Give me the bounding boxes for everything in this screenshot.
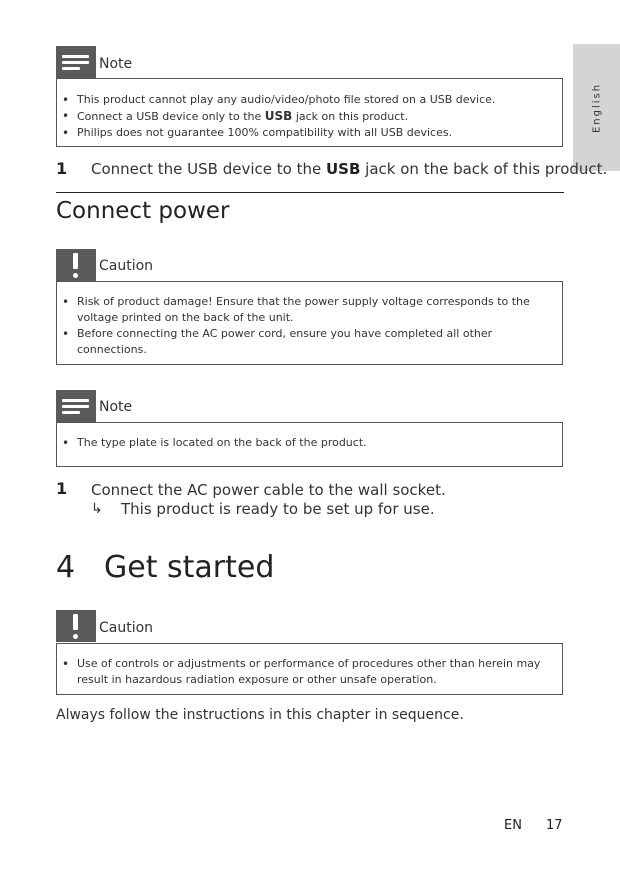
caution-box [56,643,563,695]
list-item: • The type plate is located on the back of the product. [57,435,554,451]
note-icon [56,390,96,422]
footer-lang: EN [504,818,522,833]
step-text [91,160,607,178]
step-text: Connect the AC power cable to the wall socket. [91,481,446,499]
list-item: • Philips does not guarantee 100% compatibility with all USB devices. [57,125,554,141]
step-text-part: Connect the USB device to the [91,160,326,178]
step-result: This product is ready to be set up for use. [121,500,435,518]
caution-icon [56,610,96,642]
chapter-number: 4 [56,550,76,585]
list-item-text: Connect a USB device only to the [77,110,265,123]
step-number: 1 [56,479,68,498]
note-title: Note [99,399,133,415]
note-title: Note [99,56,133,72]
list-item: • Use of controls or adjustments or performance of procedures other than herein may result in hazardous radiation exposure or other unsafe operation. [57,656,552,688]
section-divider [56,192,564,193]
note-box [56,78,563,147]
caution-title: Caution [99,258,154,274]
language-tab [573,44,620,171]
list-item: • Before connecting the AC power cord, ensure you have completed all other connections. [57,326,542,358]
language-tab-label: English [591,82,602,133]
step-number: 1 [56,159,68,178]
note-icon [56,46,96,78]
usb-label: USB [264,109,293,123]
note-box [56,422,563,467]
list-item: • This product cannot play any audio/video/photo file stored on a USB device. [57,92,554,108]
chapter-title: Get started [104,550,275,585]
body-text: Always follow the instructions in this chapter in sequence. [56,707,464,723]
step-text-part: jack on the back of this product. [360,160,608,178]
caution-box [56,281,563,365]
result-arrow-icon: ↳ [91,501,103,517]
caution-title: Caution [99,620,154,636]
section-title: Connect power [56,198,230,224]
list-item: • Risk of product damage! Ensure that the power supply voltage corresponds to the voltage printed on the back of the unit. [57,294,542,326]
page-number: 17 [546,818,563,833]
list-item-text: jack on this product. [292,110,409,123]
caution-icon [56,249,96,281]
list-item [57,108,554,125]
usb-label: USB [325,160,361,178]
